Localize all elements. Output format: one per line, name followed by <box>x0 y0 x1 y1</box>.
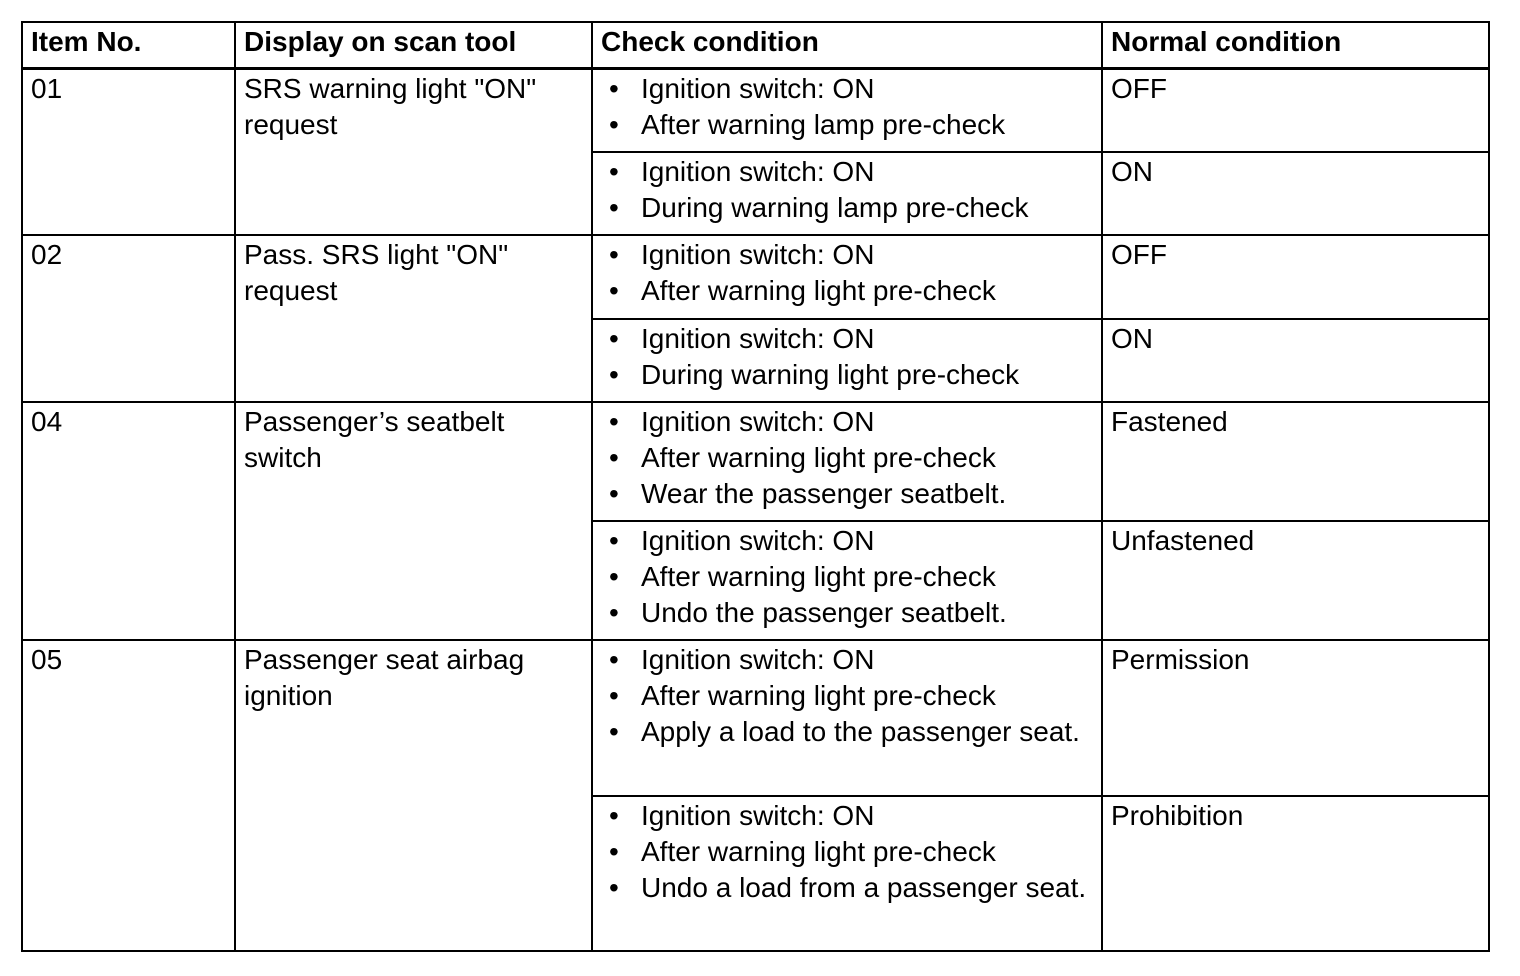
check-condition-cell <box>592 640 1102 795</box>
check-condition-cell <box>592 319 1102 402</box>
normal-condition-cell: ON <box>1102 152 1489 235</box>
item-number-cell: 02 <box>22 235 235 401</box>
check-condition-item: • During warning lamp pre-check <box>607 190 1093 226</box>
check-condition-cell <box>592 235 1102 318</box>
check-condition-item: • After warning light pre-check <box>607 834 1093 870</box>
check-condition-item: • After warning light pre-check <box>607 440 1093 476</box>
table-row <box>22 235 1489 318</box>
check-condition-cell <box>592 796 1102 951</box>
check-condition-item: • Apply a load to the passenger seat. <box>607 714 1093 750</box>
item-number-cell: 05 <box>22 640 235 951</box>
check-condition-item: • Ignition switch: ON <box>607 523 1093 559</box>
check-condition-cell <box>592 69 1102 153</box>
check-condition-cell <box>592 152 1102 235</box>
check-condition-item: • Ignition switch: ON <box>607 71 1093 107</box>
check-condition-list <box>607 404 1093 512</box>
check-condition-item: • After warning light pre-check <box>607 273 1093 309</box>
header-normal-condition: Normal condition <box>1102 22 1489 69</box>
check-condition-item: • Ignition switch: ON <box>607 321 1093 357</box>
check-condition-list <box>607 642 1093 750</box>
check-condition-list <box>607 71 1093 143</box>
check-condition-item: • During warning light pre-check <box>607 357 1093 393</box>
display-on-scan-tool-cell: Pass. SRS light "ON" request <box>235 235 592 401</box>
normal-condition-cell: Permission <box>1102 640 1489 795</box>
normal-condition-cell: ON <box>1102 319 1489 402</box>
check-condition-item: • Ignition switch: ON <box>607 798 1093 834</box>
scan-tool-data-table <box>21 21 1490 952</box>
check-condition-item: • After warning lamp pre-check <box>607 107 1093 143</box>
display-on-scan-tool-cell: SRS warning light "ON" request <box>235 69 592 236</box>
table-row <box>22 69 1489 153</box>
check-condition-item: • Undo the passenger seatbelt. <box>607 595 1093 631</box>
check-condition-list <box>607 523 1093 631</box>
check-condition-item: • Ignition switch: ON <box>607 642 1093 678</box>
header-check-condition: Check condition <box>592 22 1102 69</box>
table-header-row <box>22 22 1489 69</box>
normal-condition-cell: Fastened <box>1102 402 1489 521</box>
header-display-on-scan-tool: Display on scan tool <box>235 22 592 69</box>
display-on-scan-tool-cell: Passenger’s seatbelt switch <box>235 402 592 641</box>
header-item-no: Item No. <box>22 22 235 69</box>
check-condition-item: • Ignition switch: ON <box>607 237 1093 273</box>
table-row <box>22 640 1489 795</box>
table-body <box>22 69 1489 952</box>
display-on-scan-tool-cell: Passenger seat airbag ignition <box>235 640 592 951</box>
check-condition-item: • Ignition switch: ON <box>607 404 1093 440</box>
check-condition-item: • Undo a load from a passenger seat. <box>607 870 1093 906</box>
check-condition-item: • Ignition switch: ON <box>607 154 1093 190</box>
check-condition-list <box>607 798 1093 906</box>
check-condition-item: • Wear the passenger seatbelt. <box>607 476 1093 512</box>
check-condition-item: • After warning light pre-check <box>607 559 1093 595</box>
check-condition-list <box>607 321 1093 393</box>
normal-condition-cell: OFF <box>1102 235 1489 318</box>
check-condition-list <box>607 154 1093 226</box>
check-condition-item: • After warning light pre-check <box>607 678 1093 714</box>
check-condition-cell <box>592 402 1102 521</box>
check-condition-list <box>607 237 1093 309</box>
item-number-cell: 04 <box>22 402 235 641</box>
normal-condition-cell: Prohibition <box>1102 796 1489 951</box>
check-condition-cell <box>592 521 1102 640</box>
table-row <box>22 402 1489 521</box>
normal-condition-cell: OFF <box>1102 69 1489 153</box>
item-number-cell: 01 <box>22 69 235 236</box>
normal-condition-cell: Unfastened <box>1102 521 1489 640</box>
